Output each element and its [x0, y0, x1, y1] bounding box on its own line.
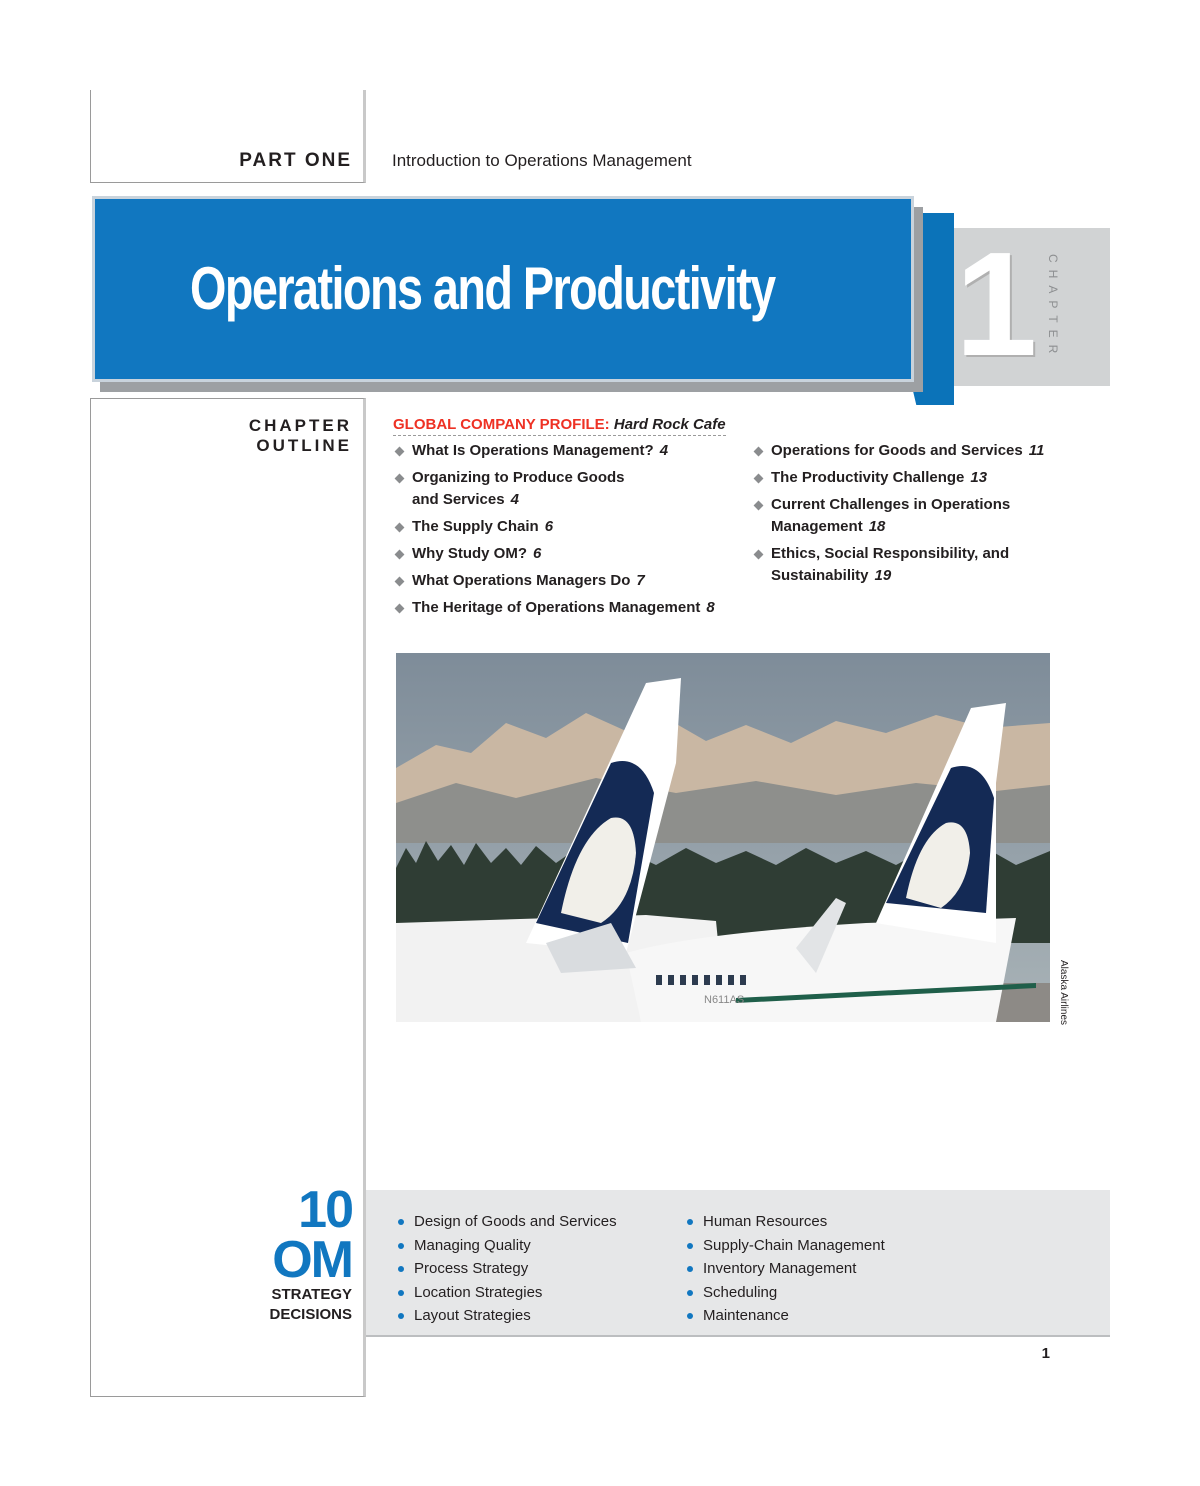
outline-page: 6: [544, 518, 554, 535]
outline-item[interactable]: The Productivity Challenge 13: [752, 467, 1082, 489]
strategy-item: Maintenance: [685, 1304, 955, 1328]
chapter-outline-label: [200, 416, 352, 456]
diamond-bullet-icon: [395, 604, 405, 614]
strategy-list-left: [396, 1210, 666, 1328]
part-title: Introduction to Operations Management: [392, 151, 692, 170]
diamond-bullet-icon: [395, 550, 405, 560]
part-label: PART ONE: [239, 150, 352, 171]
outline-label-line1: CHAPTER: [248, 416, 352, 435]
outline-item[interactable]: What Operations Managers Do 7: [393, 570, 743, 592]
outline-page: 18: [868, 518, 886, 535]
profile-prefix: GLOBAL COMPANY PROFILE:: [393, 416, 610, 433]
outline-page: 8: [706, 599, 715, 616]
outline-list-right: [752, 440, 1082, 592]
ten-om-logo: [215, 1181, 352, 1289]
global-company-profile: [393, 416, 726, 436]
profile-name: Hard Rock Cafe: [613, 416, 726, 433]
strategy-item: Design of Goods and Services: [396, 1210, 666, 1234]
strategy-item: Layout Strategies: [396, 1304, 666, 1328]
outline-item[interactable]: The Heritage of Operations Management 8: [393, 597, 743, 619]
diamond-bullet-icon: [395, 474, 405, 484]
chapter-number: 1: [955, 222, 1038, 387]
diamond-bullet-icon: [754, 474, 764, 484]
ten-om-line1: 10: [298, 1181, 352, 1239]
outline-item[interactable]: The Supply Chain 6: [393, 516, 743, 538]
strategy-item: Scheduling: [685, 1281, 955, 1305]
outline-page: 6: [533, 545, 542, 562]
outline-page: 19: [874, 567, 892, 584]
strategy-item: Managing Quality: [396, 1234, 666, 1258]
airline-tails-photo: [396, 653, 1050, 1022]
outline-page: 4: [510, 491, 519, 508]
strategy-item: Human Resources: [685, 1210, 955, 1234]
tail-number: N611AS: [704, 994, 745, 1006]
chapter-title: Operations and Productivity: [190, 255, 775, 322]
outline-item[interactable]: Current Challenges in Operations Management 18: [752, 494, 1082, 538]
strategy-list-right: [685, 1210, 955, 1328]
diamond-bullet-icon: [754, 447, 764, 457]
page-number: 1: [1041, 1345, 1050, 1362]
outline-item[interactable]: What Is Operations Management? 4: [393, 440, 743, 462]
diamond-bullet-icon: [754, 501, 764, 511]
ten-om-line2: OM: [272, 1231, 352, 1289]
outline-item[interactable]: Operations for Goods and Services 11: [752, 440, 1082, 462]
outline-item[interactable]: Organizing to Produce Goods and Services 4: [393, 467, 743, 511]
diamond-bullet-icon: [754, 550, 764, 560]
strategy-decisions-label: STRATEGY DECISIONS: [269, 1286, 352, 1323]
strategy-item: Inventory Management: [685, 1257, 955, 1281]
outline-page: 7: [636, 572, 645, 589]
diamond-bullet-icon: [395, 447, 405, 457]
photo-credit: Alaska Airlines: [1058, 960, 1069, 1026]
outline-list-left: [393, 440, 743, 624]
outline-label-line2: OUTLINE: [256, 436, 352, 455]
strategy-item: Process Strategy: [396, 1257, 666, 1281]
outline-page: 11: [1028, 442, 1045, 459]
outline-item[interactable]: Why Study OM? 6: [393, 543, 743, 565]
chapter-vertical-label: CHAPTER: [1046, 254, 1060, 361]
outline-item[interactable]: Ethics, Social Responsibility, and Sustainability 19: [752, 543, 1082, 587]
strategy-item: Location Strategies: [396, 1281, 666, 1305]
diamond-bullet-icon: [395, 577, 405, 587]
diamond-bullet-icon: [395, 523, 405, 533]
strategy-item: Supply-Chain Management: [685, 1234, 955, 1258]
outline-page: 13: [970, 469, 988, 486]
outline-page: 4: [659, 442, 669, 459]
